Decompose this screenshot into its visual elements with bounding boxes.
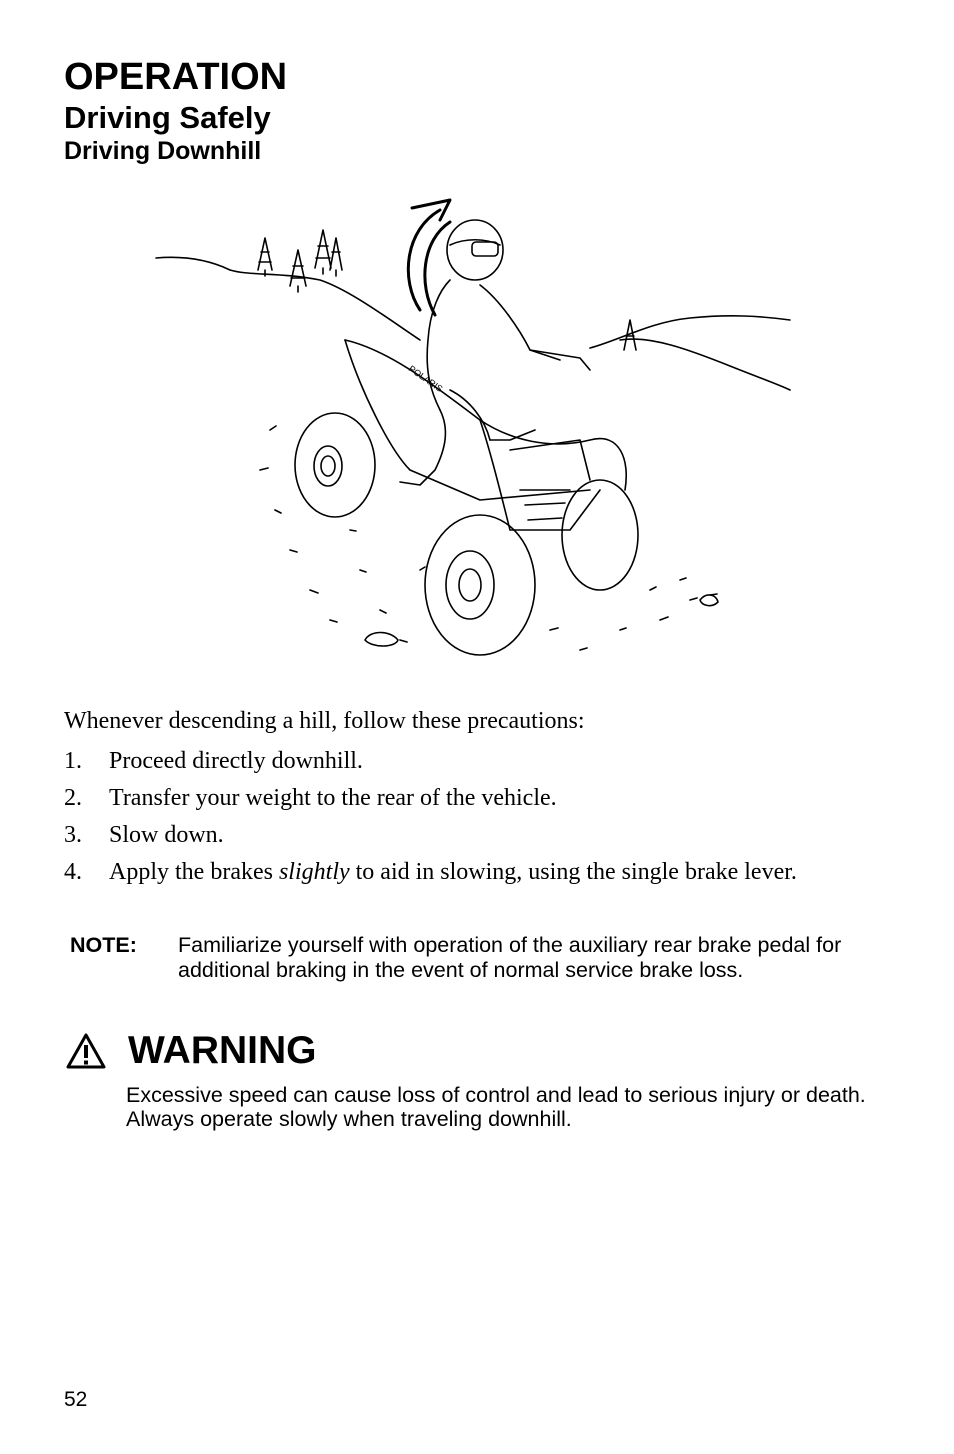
warning-triangle-icon (66, 1033, 106, 1069)
list-item-number: 3. (64, 822, 82, 848)
list-item-text: Slow down. (109, 822, 224, 848)
subsection-title: Driving Safely (64, 100, 271, 135)
list-item-text-before: Apply the brakes (109, 859, 279, 885)
list-item (64, 785, 864, 812)
list-item-text: Proceed directly downhill. (109, 748, 363, 774)
note-label: NOTE: (70, 933, 137, 957)
intro-text: Whenever descending a hill, follow these precautions: (64, 708, 585, 734)
section-title: OPERATION (64, 56, 288, 98)
warning-block (64, 1025, 884, 1131)
brand-mark: POLARIS (406, 363, 445, 395)
warning-header (64, 1025, 884, 1077)
list-item-text-after: to aid in slowing, using the single brake lever. (349, 859, 797, 885)
page-header (64, 54, 287, 166)
note-text: Familiarize yourself with operation of the auxiliary rear brake pedal for additional braking in the event of normal service brake loss. (178, 933, 842, 982)
note-block (70, 933, 870, 983)
list-item-number: 2. (64, 785, 82, 811)
warning-title: WARNING (128, 1029, 317, 1072)
emphasis-text: slightly (278, 859, 350, 885)
page-number: 52 (64, 1388, 88, 1411)
topic-title: Driving Downhill (64, 137, 262, 165)
warning-text: Excessive speed can cause loss of control and lead to serious injury or death. Always operate slowly when traveling downhill. (126, 1083, 866, 1131)
atv-rider-descending-hill-illustration (150, 190, 810, 665)
list-item-text (109, 859, 864, 886)
list-item-number: 4. (64, 859, 82, 885)
list-item (64, 859, 864, 886)
list-item (64, 822, 864, 849)
list-item-number: 1. (64, 748, 82, 774)
precautions-list (64, 748, 864, 896)
list-item (64, 748, 864, 775)
list-item-text: Transfer your weight to the rear of the vehicle. (109, 785, 557, 811)
